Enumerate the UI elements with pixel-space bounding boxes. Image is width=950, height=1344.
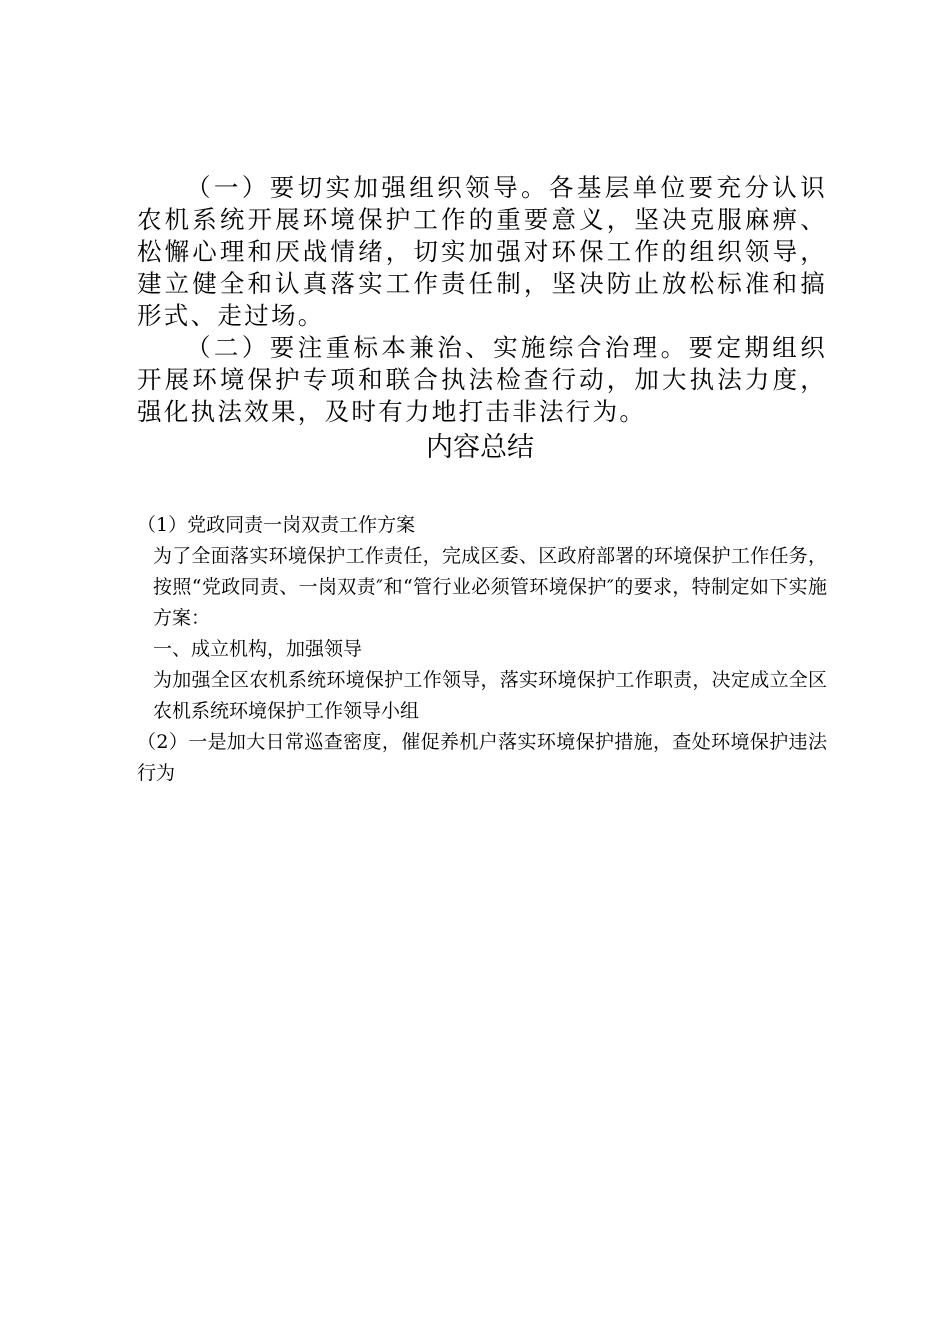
paragraph-organization-leadership: （一）要切实加强组织领导。各基层单位要充分认识农机系统开展环境保护工作的重要意义，坚决克服麻痹、松懈心理和厌战情绪，切实加强对环保工作的组织领导，建立健全和认真落实工作责任制，坚决防止放松标准和搞形式、走过场。 [137,173,827,330]
summary-section [137,510,827,789]
summary-item-1-intro: 为了全面落实环境保护工作责任，完成区委、区政府部署的环境保护工作任务，按照“党政同责、一岗双责″和“管行业必须管环境保护″的要求，特制定如下实施方案： [153,545,827,629]
body-text [137,172,827,428]
summary-item-1-section: 一、成立机构，加强领导 [153,638,363,660]
summary-item-1-title: （1）党政同责一岗双责工作方案 [137,514,416,536]
summary-heading: 内容总结 [426,432,534,463]
summary-item-2: （2）一是加大日常巡查密度，催促养机户落实环境保护措施，查处环境保护违法行为 [137,731,827,784]
paragraph-comprehensive-governance: （二）要注重标本兼治、实施综合治理。要定期组织开展环境保护专项和联合执法检查行动，加大执法力度，强化执法效果，及时有力地打击非法行为。 [137,333,827,426]
summary-item-1-detail: 为加强全区农机系统环境保护工作领导，落实环境保护工作职责，决定成立全区农机系统环境保护工作领导小组 [153,669,827,722]
